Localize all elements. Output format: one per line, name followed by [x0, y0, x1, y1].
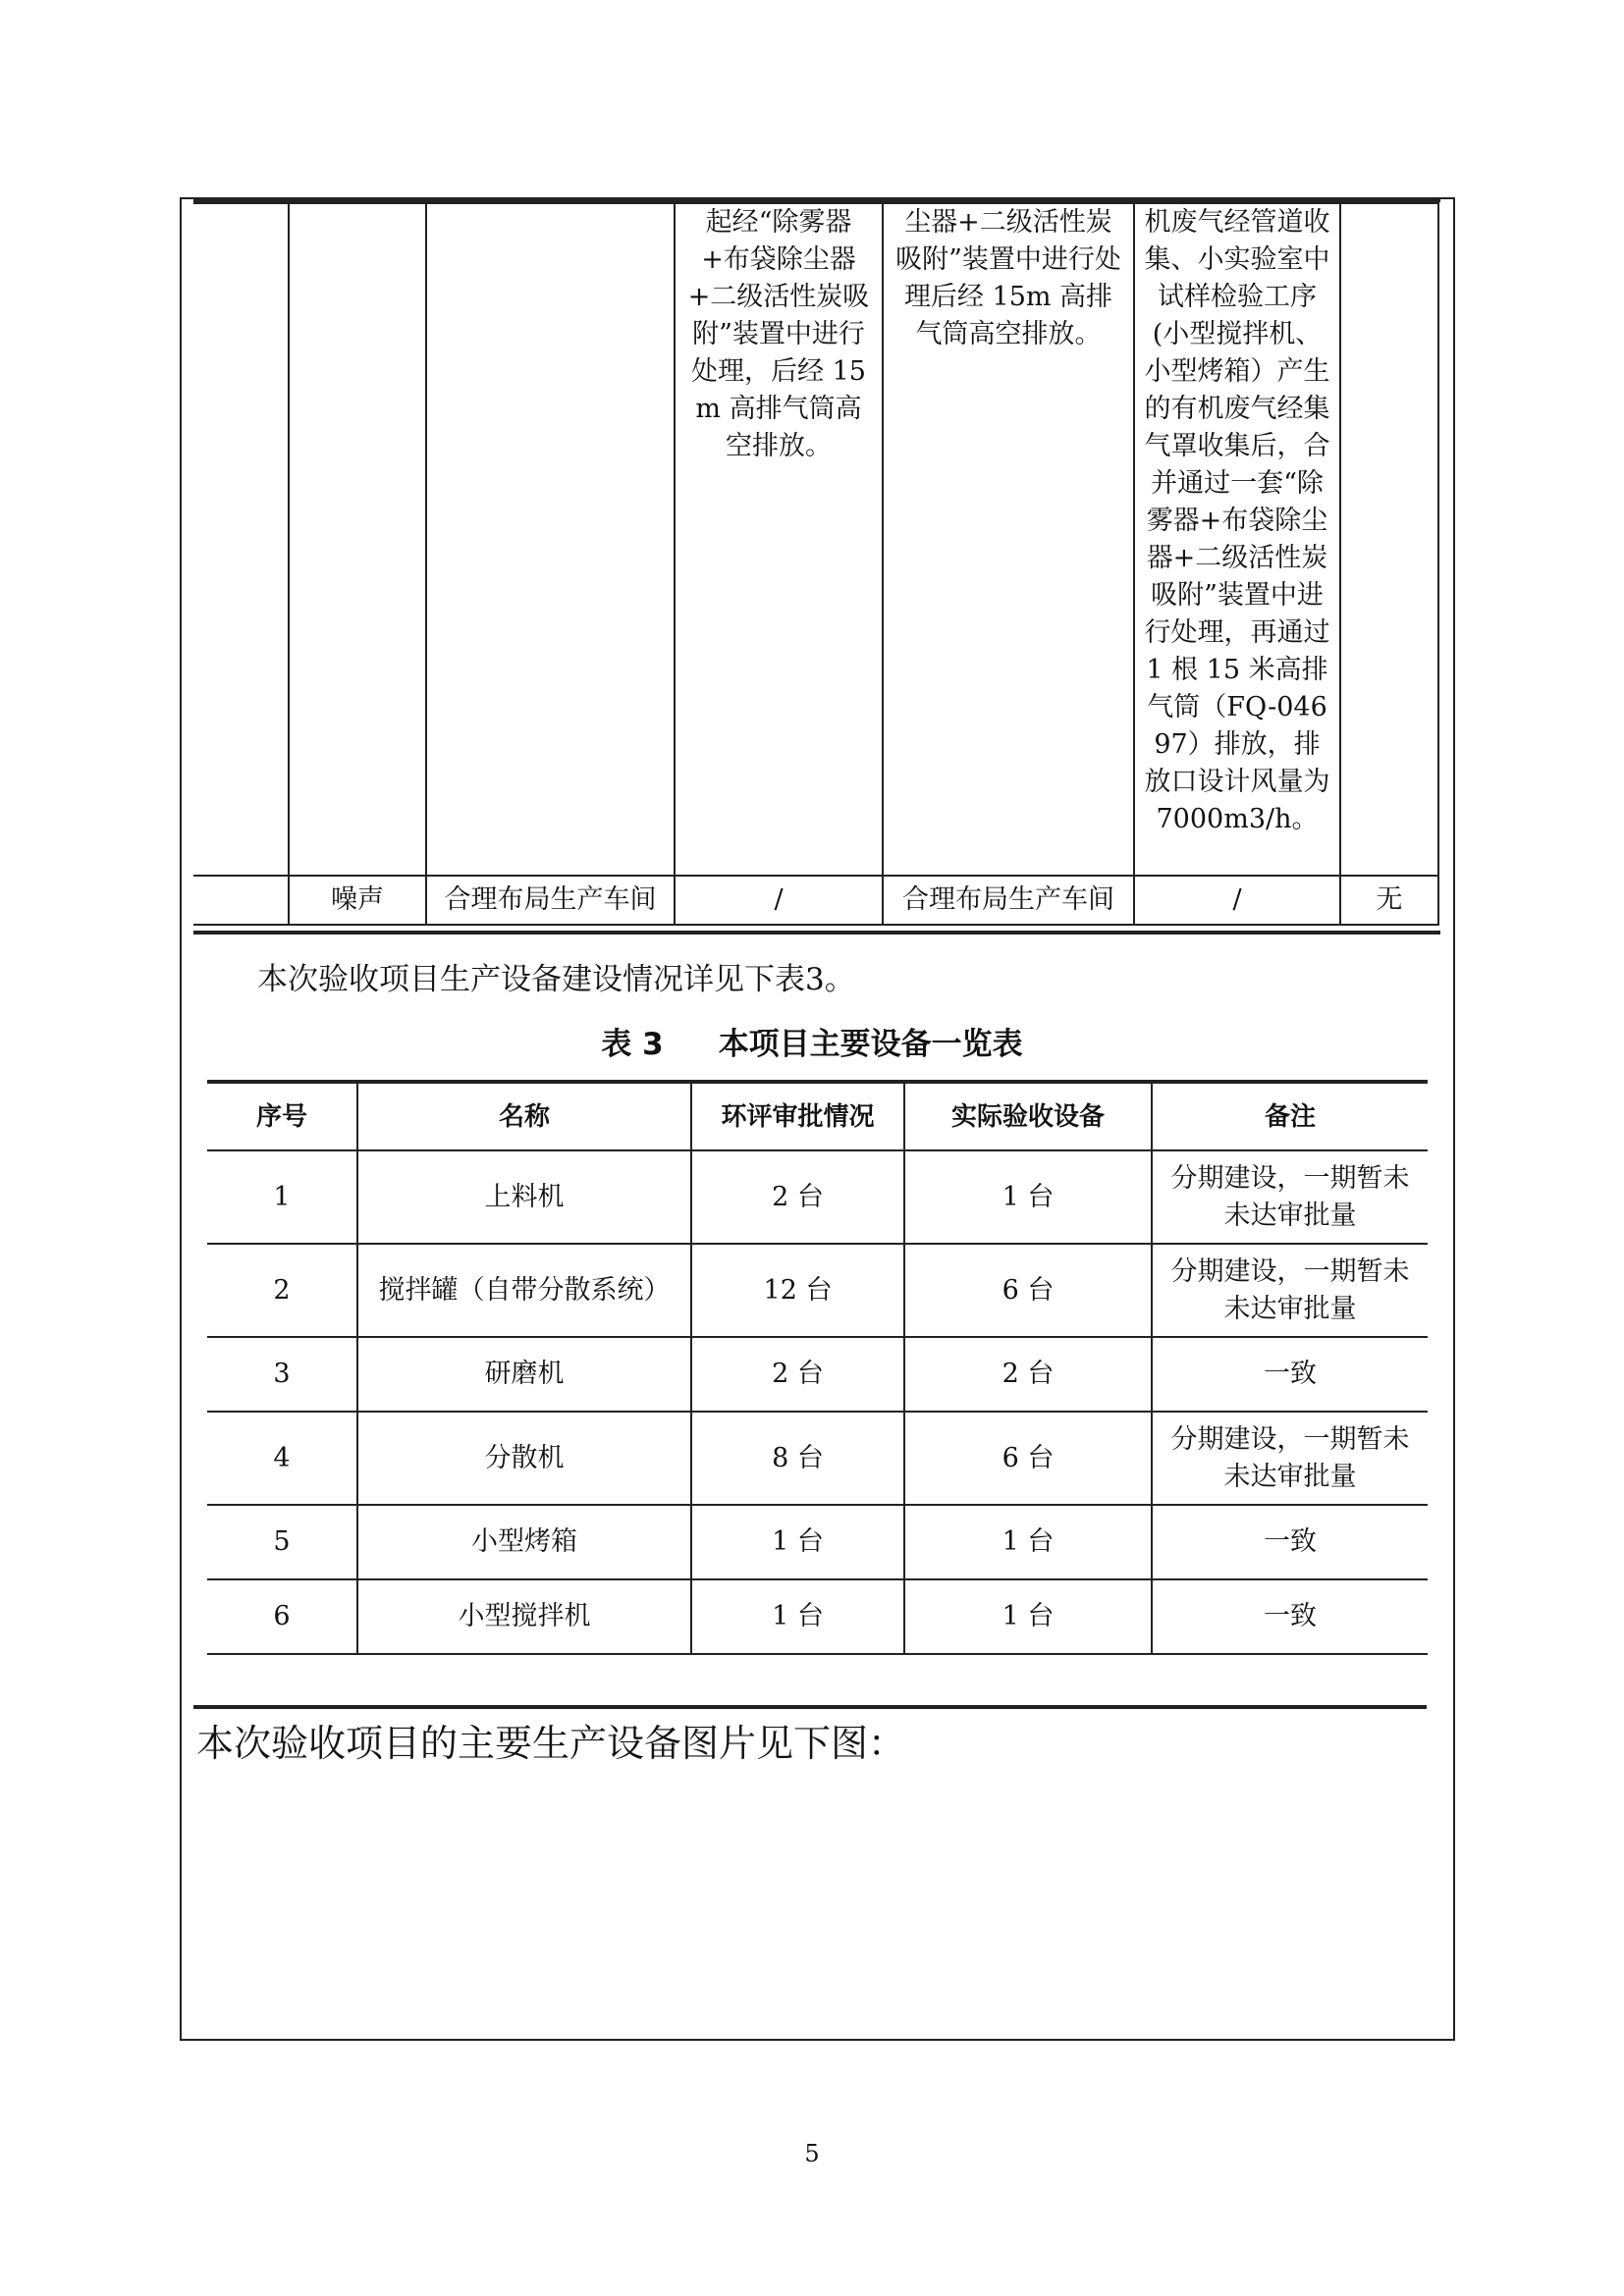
- table3-caption: [0, 1019, 1624, 1063]
- noise-col6-cell: /: [1134, 876, 1340, 925]
- caption-title: 本项目主要设备一览表: [718, 1027, 1023, 1062]
- row-name: 上料机: [357, 1150, 691, 1244]
- row-remark: 分期建设，一期暂未未达审批量: [1152, 1150, 1428, 1244]
- row-no: 5: [207, 1505, 357, 1579]
- row-approved: 1 台: [691, 1579, 904, 1654]
- row-remark: 分期建设，一期暂未未达审批量: [1152, 1244, 1428, 1337]
- row-no: 4: [207, 1412, 357, 1505]
- row-approved: 12 台: [691, 1244, 904, 1337]
- row-actual: 1 台: [904, 1150, 1152, 1244]
- header-approved: 环评审批情况: [691, 1082, 904, 1150]
- pollution-control-table: [193, 202, 1439, 926]
- row-actual: 2 台: [904, 1337, 1152, 1412]
- noise-col7-cell: 无: [1340, 876, 1438, 925]
- blank-cell: [289, 203, 426, 876]
- row-name: 分散机: [357, 1412, 691, 1505]
- noise-type-cell: 噪声: [289, 876, 426, 925]
- row-approved: 2 台: [691, 1337, 904, 1412]
- noise-measure-cell: 合理布局生产车间: [426, 876, 675, 925]
- row-name: 研磨机: [357, 1337, 691, 1412]
- table-row: [207, 1337, 1428, 1412]
- row-actual: 6 台: [904, 1244, 1152, 1337]
- caption-number: 表 3: [601, 1027, 664, 1062]
- row-no: 2: [207, 1244, 357, 1337]
- blank-cell: [193, 876, 289, 925]
- header-remark: 备注: [1152, 1082, 1428, 1150]
- blank-cell: [1340, 203, 1438, 876]
- row-remark: 一致: [1152, 1337, 1428, 1412]
- intro-paragraph: 本次验收项目生产设备建设情况详见下表3。: [257, 962, 855, 997]
- noise-col4-cell: /: [675, 876, 883, 925]
- table-row: [207, 1412, 1428, 1505]
- blank-cell: [426, 203, 675, 876]
- noise-col5-cell: 合理布局生产车间: [883, 876, 1134, 925]
- table-row: [207, 1579, 1428, 1654]
- row-name: 小型烤箱: [357, 1505, 691, 1579]
- equipment-header-row: [207, 1082, 1428, 1150]
- table-row: [207, 1505, 1428, 1579]
- table-bottom-rule: [193, 931, 1440, 934]
- header-no: 序号: [207, 1082, 357, 1150]
- row-actual: 1 台: [904, 1505, 1152, 1579]
- row-approved: 2 台: [691, 1150, 904, 1244]
- equipment-photos-heading: 本次验收项目的主要生产设备图片见下图：: [196, 1722, 906, 1765]
- row-name: 小型搅拌机: [357, 1579, 691, 1654]
- noise-row: [193, 876, 1438, 925]
- page-number: 5: [804, 2140, 820, 2167]
- row-remark: 一致: [1152, 1579, 1428, 1654]
- row-remark: 一致: [1152, 1505, 1428, 1579]
- row-no: 6: [207, 1579, 357, 1654]
- section-divider: [193, 1705, 1427, 1709]
- table-row: [207, 1150, 1428, 1244]
- header-name: 名称: [357, 1082, 691, 1150]
- continuation-row: [193, 203, 1438, 876]
- table-row: [207, 1244, 1428, 1337]
- blank-cell: [193, 203, 289, 876]
- row-remark: 分期建设，一期暂未未达审批量: [1152, 1412, 1428, 1505]
- row-approved: 1 台: [691, 1505, 904, 1579]
- header-actual: 实际验收设备: [904, 1082, 1152, 1150]
- row-approved: 8 台: [691, 1412, 904, 1505]
- row-name: 搅拌罐（自带分散系统）: [357, 1244, 691, 1337]
- actual-measure-cell: 尘器+二级活性炭吸附”装置中进行处理后经 15m 高排气筒高空排放。: [883, 203, 1134, 876]
- equipment-table: [207, 1080, 1428, 1655]
- row-no: 3: [207, 1337, 357, 1412]
- description-cell: 机废气经管道收集、小实验室中试样检验工序(小型搅拌机、小型烤箱）产生的有机废气经集气罩收集后，合并通过一套“除雾器+布袋除尘器+二级活性炭吸附”装置中进行处理，再通过 1 根 15 米高排气筒（FQ-04697）排放，排放口设计风量为 7000m3/h。: [1134, 203, 1340, 876]
- row-actual: 1 台: [904, 1579, 1152, 1654]
- eia-measure-cell: 起经“除雾器+布袋除尘器+二级活性炭吸附”装置中进行处理，后经 15m 高排气筒高空排放。: [675, 203, 883, 876]
- row-actual: 6 台: [904, 1412, 1152, 1505]
- row-no: 1: [207, 1150, 357, 1244]
